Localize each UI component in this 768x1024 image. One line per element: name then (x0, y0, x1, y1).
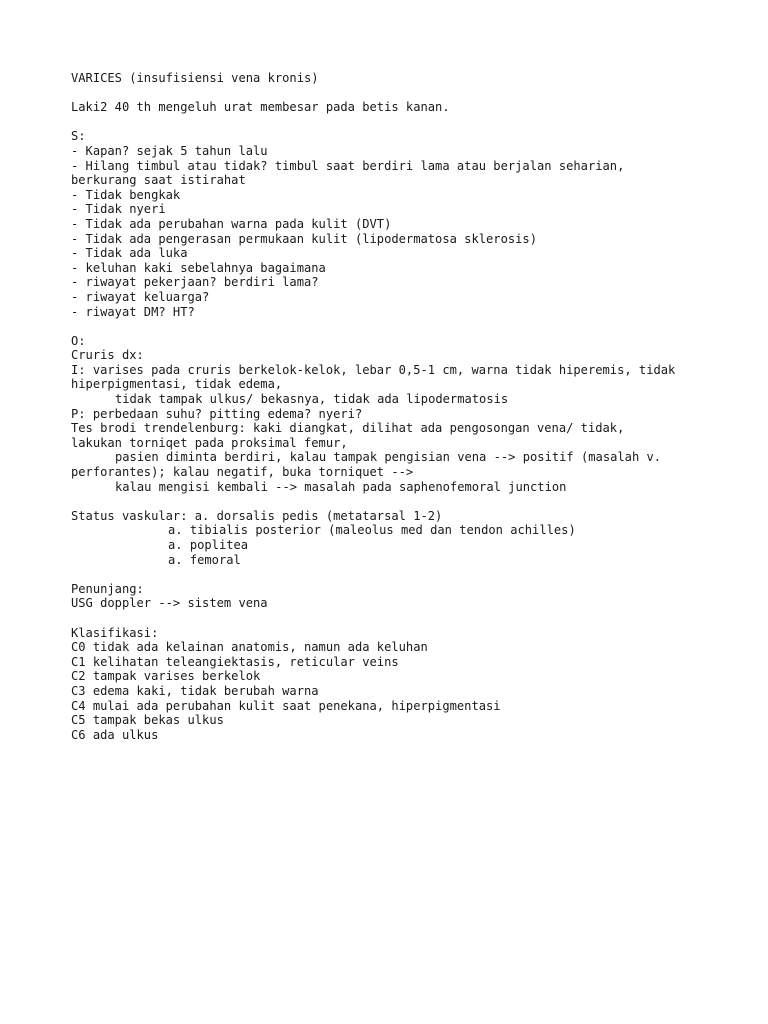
vascular-item: a. tibialis posterior (maleolus med dan tendon achilles) (168, 523, 576, 538)
subjective-item: - riwayat DM? HT? (71, 304, 195, 319)
subjective-item: - Kapan? sejak 5 tahun lalu (71, 143, 268, 158)
test-text: lakukan torniqet pada proksimal femur, (71, 435, 348, 450)
inspection-text: I: varises pada cruris berkelok-kelok, lebar 0,5-1 cm, warna tidak hiperemis, tidak (71, 362, 676, 377)
subjective-item: - Hilang timbul atau tidak? timbul saat berdiri lama atau berjalan seharian, (71, 158, 625, 173)
test-text: Tes brodi trendelenburg: kaki diangkat, dilihat ada pengosongan vena/ tidak, (71, 421, 625, 436)
test-text: kalau mengisi kembali --> masalah pada saphenofemoral junction (115, 479, 567, 494)
subjective-item: - Tidak nyeri (71, 202, 166, 217)
spacer (71, 319, 751, 334)
classification-item: C1 kelihatan teleangiektasis, reticular veins (71, 654, 399, 669)
palpation-text: P: perbedaan suhu? pitting edema? nyeri? (71, 406, 363, 421)
vascular-status: Status vaskular: a. dorsalis pedis (metatarsal 1-2) (71, 508, 443, 523)
inspection-text: hiperpigmentasi, tidak edema, (71, 377, 283, 392)
vascular-item: a. femoral (168, 552, 241, 567)
classification-item: C6 ada ulkus (71, 727, 159, 742)
cruris-heading: Cruris dx: (71, 348, 144, 363)
support-text: USG doppler --> sistem vena (71, 596, 268, 611)
classification-item: C4 mulai ada perubahan kulit saat penekana, hiperpigmentasi (71, 698, 501, 713)
subjective-item: - Tidak bengkak (71, 187, 181, 202)
inspection-text: tidak tampak ulkus/ bekasnya, tidak ada lipodermatosis (115, 392, 509, 407)
intro-text: Laki2 40 th mengeluh urat membesar pada betis kanan. (71, 100, 450, 115)
subjective-item: - keluhan kaki sebelahnya bagaimana (71, 260, 326, 275)
classification-item: C2 tampak varises berkelok (71, 669, 261, 684)
test-text: perforantes); kalau negatif, buka torniquet --> (71, 465, 414, 480)
subjective-item: - Tidak ada pengerasan permukaan kulit (lipodermatosa sklerosis) (71, 231, 537, 246)
spacer (71, 494, 751, 509)
classification-item: C5 tampak bekas ulkus (71, 713, 224, 728)
classification-item: C3 edema kaki, tidak berubah warna (71, 683, 319, 698)
subjective-item: - riwayat keluarga? (71, 289, 210, 304)
subjective-item: - Tidak ada luka (71, 246, 188, 261)
test-text: pasien diminta berdiri, kalau tampak pengisian vena --> positif (masalah v. (115, 450, 662, 465)
document-title: VARICES (insufisiensi vena kronis) (71, 71, 319, 85)
classification-heading: Klasifikasi: (71, 625, 159, 640)
spacer (71, 115, 751, 130)
spacer (71, 611, 751, 626)
support-heading: Penunjang: (71, 581, 144, 596)
classification-item: C0 tidak ada kelainan anatomis, namun ada keluhan (71, 640, 428, 655)
vascular-item: a. poplitea (168, 538, 249, 552)
objective-heading: O: (71, 333, 86, 348)
subjective-item: - Tidak ada perubahan warna pada kulit (DVT) (71, 216, 392, 231)
spacer (71, 567, 751, 582)
document-page (71, 71, 751, 742)
subjective-item: - riwayat pekerjaan? berdiri lama? (71, 275, 319, 290)
subjective-heading: S: (71, 129, 86, 144)
subjective-item: berkurang saat istirahat (71, 173, 246, 188)
spacer (71, 86, 751, 101)
